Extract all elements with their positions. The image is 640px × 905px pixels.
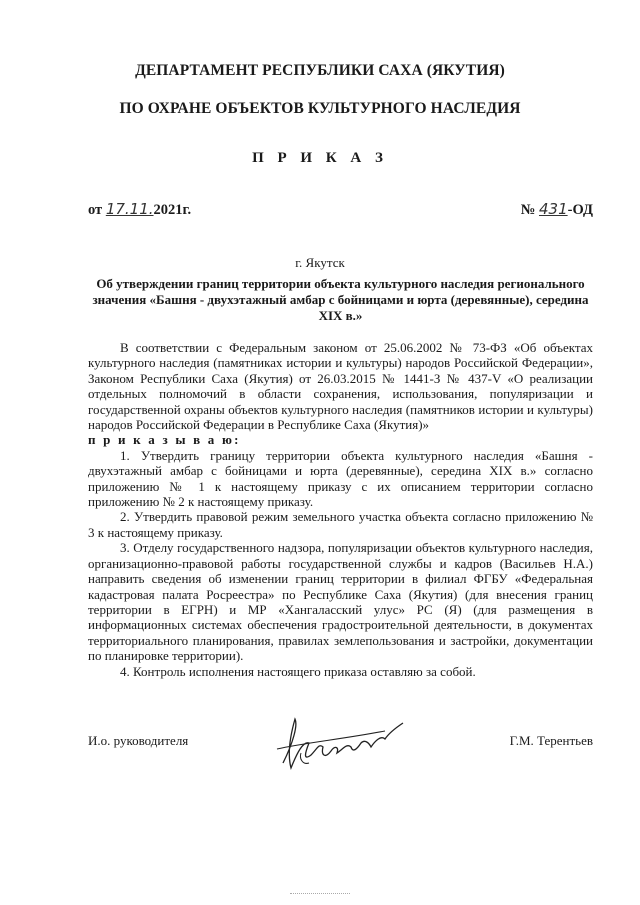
- signer-name: Г.М. Терентьев: [509, 733, 593, 748]
- preamble: В соответствии с Федеральным законом от 25.06.2002 № 73-ФЗ «Об объектах культурного наследия (памятниках истории и культуры) народов Российской Федерации», Законом Республики Саха (Якутия) от 26.03.2015 № 1441-З № 437-V «О реализации отдельных полномочий в области сохранения, использования, популяризации и государственной охраны объектов культурного наследия (памятников истории и культуры) народов Российской Федерации в Республике Саха (Якутия)»: [88, 340, 593, 433]
- order-item-2: 2. Утвердить правовой режим земельного участка объекта согласно приложению № 3 к настоящему приказу.: [88, 509, 593, 540]
- date-handwritten: 17.11.: [105, 200, 154, 218]
- signer-role: И.о. руководителя: [88, 733, 189, 748]
- handwritten-signature: [273, 713, 413, 778]
- date-number-line: [88, 200, 593, 222]
- order-number: [521, 200, 593, 219]
- number-prefix: №: [520, 202, 536, 218]
- number-suffix: -ОД: [567, 202, 593, 218]
- department-subtitle: ПО ОХРАНЕ ОБЪЕКТОВ КУЛЬТУРНОГО НАСЛЕДИЯ: [119, 100, 521, 117]
- department-title: ДЕПАРТАМЕНТ РЕСПУБЛИКИ САХА (ЯКУТИЯ): [135, 62, 505, 79]
- order-subject: Об утверждении границ территории объекта культурного наследия регионального значения «Башня - двухэтажный амбар с бойницами и юрта (деревянные), середина XIX в.»: [92, 276, 589, 323]
- order-word: п р и к а з ы в а ю:: [88, 432, 241, 448]
- signature-block: [88, 733, 593, 803]
- order-date: [88, 200, 191, 219]
- order-item-4: 4. Контроль исполнения настоящего приказа оставляю за собой.: [120, 663, 476, 679]
- date-prefix: от: [88, 202, 103, 218]
- order-item-3: 3. Отделу государственного надзора, популяризации объектов культурного наследия, организационно-правовой работы государственной службы и кадров (Васильев Н.А.) направить сведения об изменении границ территории в филиал ФГБУ «Федеральная кадастровая палата Росреестра» по Республике Саха (Якутия) (для внесения границ территории в ЕГРН) и МР «Хангаласский улус» РС (Я) (для размещения в информационных системах обеспечения градостроительной деятельности, в документах территориального планирования, правилах землепользования и застройки, документации по планировке территории).: [88, 540, 593, 664]
- number-handwritten: 431: [538, 200, 568, 218]
- order-body: [88, 340, 593, 679]
- date-year: 2021г.: [153, 202, 192, 218]
- city: г. Якутск: [295, 255, 345, 270]
- scan-artifact: [290, 893, 350, 896]
- document-type: П Р И К А З: [252, 150, 388, 166]
- order-item-1: 1. Утвердить границу территории объекта культурного наследия «Башня - двухэтажный амбар с бойницами и юрта (деревянные), середина XIX в.» согласно приложению № 1 к настоящему приказу с их описанием территории согласно приложению № 2 к настоящему приказу.: [88, 447, 593, 510]
